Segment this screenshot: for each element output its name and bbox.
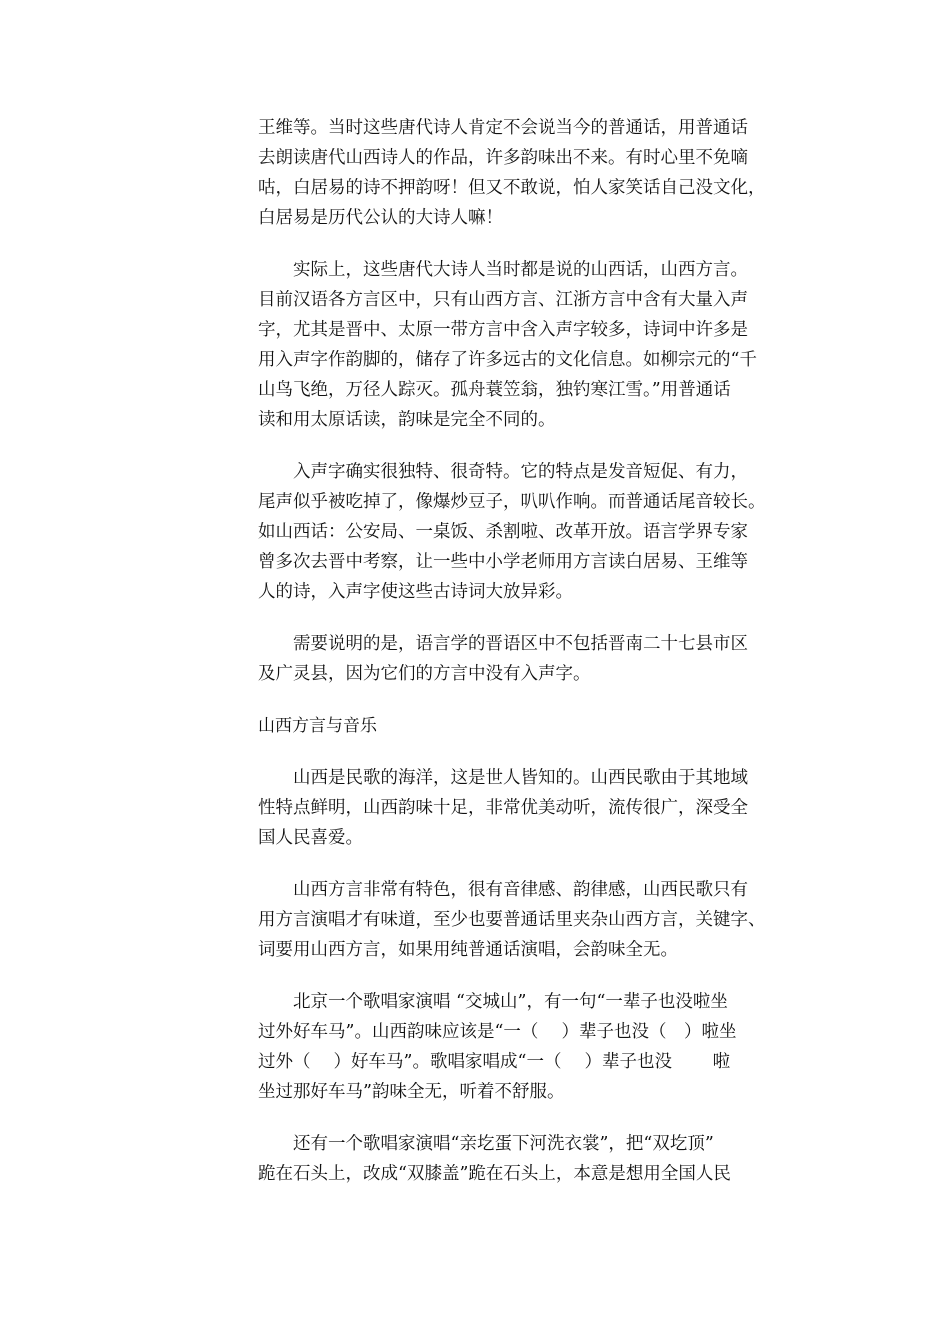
paragraph-8: [258, 1129, 798, 1189]
document-body: [258, 113, 798, 1211]
text-line: 山西方言非常有特色，很有音律感、韵律感，山西民歌只有: [258, 880, 748, 900]
text-line: 用入声字作韵脚的，储存了许多远古的文化信息。如柳宗元的“千: [258, 350, 757, 370]
text-line: 入声字确实很独特、很奇特。它的特点是发音短促、有力，: [258, 462, 748, 482]
text-line: 咕，白居易的诗不押韵呀！但又不敢说，怕人家笑话自己没文化，: [258, 178, 766, 198]
text-line: 白居易是历代公认的大诗人嘛！: [258, 208, 503, 228]
section-heading-text: 山西方言与音乐: [258, 716, 377, 736]
paragraph-5: [258, 763, 798, 853]
text-line: 人的诗，入声字使这些古诗词大放异彩。: [258, 582, 573, 602]
text-line: 山西是民歌的海洋，这是世人皆知的。山西民歌由于其地域: [258, 768, 748, 788]
text-line: 还有一个歌唱家演唱“亲圪蛋下河洗衣裳”，把“双圪顶”: [258, 1134, 714, 1154]
text-line: 用方言演唱才有味道，至少也要普通话里夹杂山西方言，关键字、: [258, 910, 766, 930]
text-line: 实际上，这些唐代大诗人当时都是说的山西话，山西方言。: [258, 260, 748, 280]
text-line: 国人民喜爱。: [258, 828, 363, 848]
text-line: 词要用山西方言，如果用纯普通话演唱，会韵味全无。: [258, 940, 678, 960]
paragraph-7: [258, 987, 798, 1107]
text-line: 过外（ ）好车马”。歌唱家唱成“一（ ）辈子也没 啦: [258, 1052, 731, 1072]
text-line: 如山西话：公安局、一桌饭、杀割啦、改革开放。语言学界专家: [258, 522, 748, 542]
text-line: 需要说明的是，语言学的晋语区中不包括晋南二十七县市区: [258, 634, 748, 654]
paragraph-1: [258, 113, 798, 233]
text-line: 过外好车马”。山西韵味应该是“一（ ）辈子也没（ ）啦坐: [258, 1022, 737, 1042]
text-line: 字，尤其是晋中、太原一带方言中含入声字较多，诗词中许多是: [258, 320, 748, 340]
text-line: 坐过那好车马”韵味全无，听着不舒服。: [258, 1082, 565, 1102]
paragraph-2: [258, 255, 798, 435]
text-line: 山鸟飞绝，万径人踪灭。孤舟蓑笠翁，独钓寒江雪。”用普通话: [258, 380, 731, 400]
paragraph-6: [258, 875, 798, 965]
paragraph-4: [258, 629, 798, 689]
text-line: 北京一个歌唱家演唱 “交城山”，有一句“一辈子也没啦坐: [258, 992, 728, 1012]
text-line: 跪在石头上，改成“双膝盖”跪在石头上，本意是想用全国人民: [258, 1164, 731, 1184]
text-line: 读和用太原话读，韵味是完全不同的。: [258, 410, 556, 430]
text-line: 王维等。当时这些唐代诗人肯定不会说当今的普通话，用普通话: [258, 118, 748, 138]
text-line: 目前汉语各方言区中，只有山西方言、江浙方言中含有大量入声: [258, 290, 748, 310]
section-heading: [258, 711, 798, 741]
text-line: 尾声似乎被吃掉了，像爆炒豆子，叭叭作响。而普通话尾音较长。: [258, 492, 766, 512]
text-line: 性特点鲜明，山西韵味十足，非常优美动听，流传很广，深受全: [258, 798, 748, 818]
paragraph-3: [258, 457, 798, 607]
text-line: 曾多次去晋中考察，让一些中小学老师用方言读白居易、王维等: [258, 552, 748, 572]
text-line: 去朗读唐代山西诗人的作品，许多韵味出不来。有时心里不免嘀: [258, 148, 748, 168]
text-line: 及广灵县，因为它们的方言中没有入声字。: [258, 664, 591, 684]
